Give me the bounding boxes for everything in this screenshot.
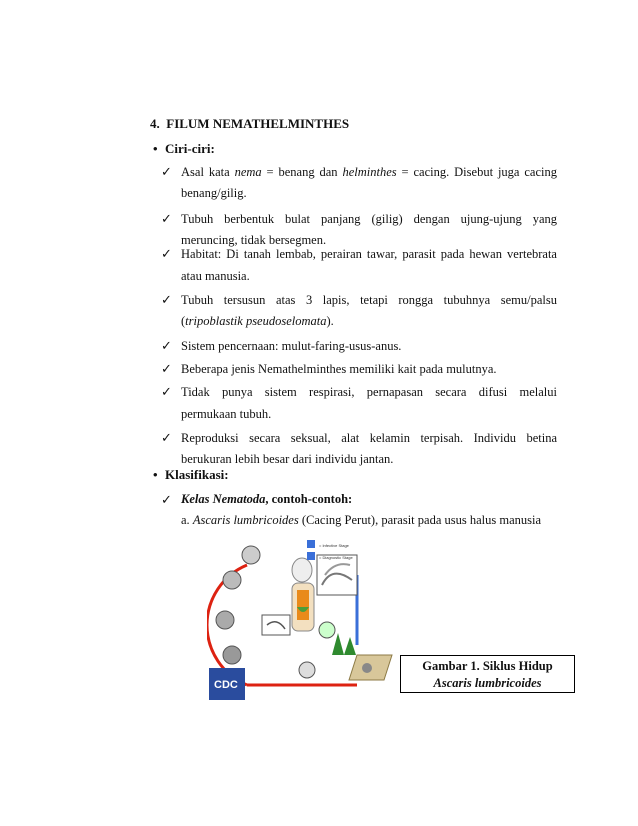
text-segment: ). [326,314,334,328]
text-segment: = benang dan [261,165,343,179]
text-segment: Tidak punya sistem respirasi, pernapasan secara difusi melalui [181,385,557,399]
inset-box [262,615,290,635]
ciri-heading: • Ciri-ciri: [153,141,215,156]
svg-text:CDC: CDC [214,679,238,691]
bullet-icon: • [153,467,158,482]
ciri-item [181,211,557,227]
check-icon: ✓ [161,384,172,399]
text-segment: ( [181,314,186,328]
ciri-item [181,384,557,400]
ciri-item-continuation: permukaan tubuh. [181,407,272,421]
check-icon: ✓ [161,492,172,507]
kelas-line: Kelas Nematoda, contoh-contoh: [181,492,353,506]
egg-stage-icon [299,662,315,678]
bullet-icon: • [153,141,158,156]
ciri-item-continuation: meruncing, tidak bersegmen. [181,233,327,247]
check-icon: ✓ [161,430,172,445]
figure-caption: Gambar 1. Siklus Hidup Ascaris lumbricoides [400,655,575,693]
ciri-item [181,430,557,446]
text-segment: = cacing. Disebut juga cacing [396,165,557,179]
klasifikasi-heading: • Klasifikasi: [153,467,229,482]
ciri-item-continuation: benang/gilig. [181,186,247,200]
text-segment: nema [234,165,262,179]
svg-text:= Diagnostic Stage: = Diagnostic Stage [319,555,353,560]
check-icon: ✓ [161,292,172,307]
section-heading: 4. FILUM NEMATHELMINTHES [150,116,350,131]
egg-stage-icon [223,571,241,589]
ciri-item [181,164,557,180]
check-icon: ✓ [161,246,172,261]
egg-stage-icon [319,622,335,638]
example-line: a. Ascaris lumbricoides (Cacing Perut), parasit pada usus halus manusia [181,513,542,527]
text-segment: Tubuh berbentuk bulat panjang (gilig) dengan ujung-ujung yang [181,212,557,226]
text-segment: tripoblastik pseudoselomata [185,314,327,328]
check-icon: ✓ [161,164,172,179]
check-icon: ✓ [161,361,172,376]
ciri-item-continuation [181,313,557,329]
text-segment: Reproduksi secara seksual, alat kelamin terpisah. Individu betina [181,431,557,445]
text-segment: helminthes [342,165,397,179]
egg-stage-icon [216,611,234,629]
ciri-item-continuation: berukuran lebih besar dari individu jantan. [181,452,394,466]
check-icon: ✓ [161,338,172,353]
text-segment: Asal kata [181,165,235,179]
ciri-item [181,338,557,354]
ciri-item-continuation: atau manusia. [181,269,250,283]
worm-inset [317,555,357,595]
check-icon: ✓ [161,211,172,226]
egg-stage-icon [242,546,260,564]
text-segment: Sistem pencernaan: mulut-faring-usus-anus. [181,339,402,353]
ascaris-life-cycle-figure [207,535,402,707]
ciri-item [181,292,557,308]
text-segment: Beberapa jenis Nemathelminthes memiliki kait pada mulutnya. [181,362,497,376]
ciri-item [181,361,557,377]
text-segment: Tubuh tersusun atas 3 lapis, tetapi rongga tubuhnya semu/palsu [181,293,557,307]
text-segment: Habitat: Di tanah lembab, perairan tawar, parasit pada hewan vertebrata [181,247,557,261]
ciri-item [181,246,557,262]
egg-stage-icon [223,646,241,664]
svg-text:= Infective Stage: = Infective Stage [319,543,349,548]
